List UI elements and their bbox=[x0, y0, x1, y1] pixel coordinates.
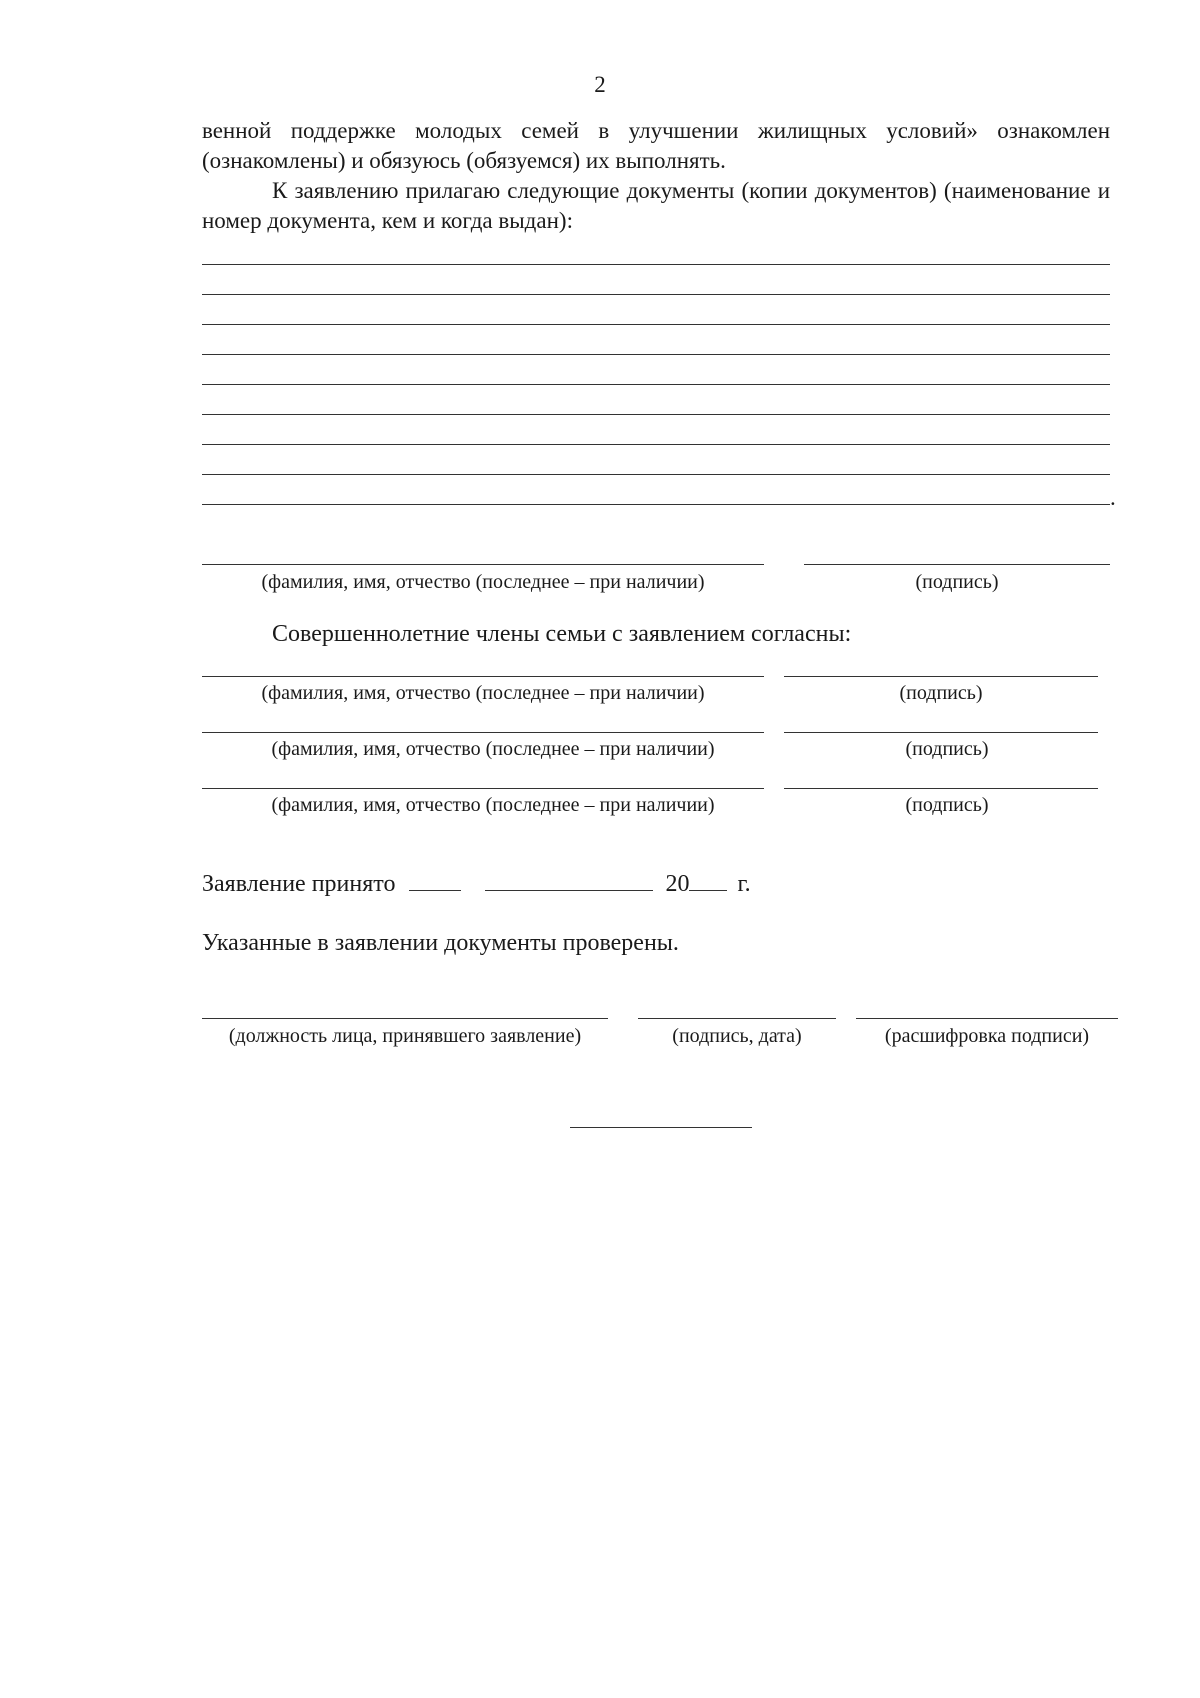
family-member-name-caption: (фамилия, имя, отчество (последнее – при наличии) bbox=[271, 738, 715, 760]
family-member-name-line[interactable] bbox=[202, 676, 764, 677]
document-line-2[interactable] bbox=[202, 294, 1110, 295]
document-line-6[interactable] bbox=[202, 414, 1110, 415]
accepted-day-blank[interactable] bbox=[409, 870, 461, 891]
family-member-name-caption: (фамилия, имя, отчество (последнее – при наличии) bbox=[261, 682, 705, 704]
page-number: 2 bbox=[594, 72, 606, 97]
official-position-line[interactable] bbox=[202, 1018, 608, 1019]
document-line-9[interactable] bbox=[202, 504, 1110, 505]
family-member-signature-line[interactable] bbox=[784, 788, 1098, 789]
family-member-signature-caption: (подпись) bbox=[899, 682, 983, 704]
family-member-signature-line[interactable] bbox=[784, 676, 1098, 677]
family-heading: Совершеннолетние члены семьи с заявлением согласны: bbox=[272, 621, 852, 647]
document-line-4[interactable] bbox=[202, 354, 1110, 355]
list-end-dot: . bbox=[1110, 485, 1116, 510]
official-sign-date-line[interactable] bbox=[638, 1018, 836, 1019]
document-line-3[interactable] bbox=[202, 324, 1110, 325]
document-line-7[interactable] bbox=[202, 444, 1110, 445]
official-decode-caption: (расшифровка подписи) bbox=[884, 1025, 1090, 1047]
document-line-8[interactable] bbox=[202, 474, 1110, 475]
accepted-year-blank[interactable] bbox=[689, 870, 727, 891]
family-member-signature-caption: (подпись) bbox=[905, 738, 989, 760]
official-decode-line[interactable] bbox=[856, 1018, 1118, 1019]
accepted-line bbox=[202, 870, 751, 898]
accepted-year-prefix: 20 bbox=[665, 871, 690, 897]
end-separator-line bbox=[570, 1127, 752, 1128]
applicant-name-line[interactable] bbox=[202, 564, 764, 565]
family-member-signature-caption: (подпись) bbox=[905, 794, 989, 816]
family-member-name-line[interactable] bbox=[202, 788, 764, 789]
document-line-5[interactable] bbox=[202, 384, 1110, 385]
official-sign-date-caption: (подпись, дата) bbox=[672, 1025, 802, 1047]
intro-paragraph: венной поддержке молодых семей в улучшении жилищных условий» ознакомлен (ознакомлены) и обязуюсь (обязуемся) их выполнять. bbox=[202, 118, 1110, 173]
applicant-signature-line[interactable] bbox=[804, 564, 1110, 565]
document-line-1[interactable] bbox=[202, 264, 1110, 265]
family-member-name-caption: (фамилия, имя, отчество (последнее – при наличии) bbox=[271, 794, 715, 816]
verified-text: Указанные в заявлении документы проверены. bbox=[202, 930, 679, 956]
accepted-year-suffix: г. bbox=[737, 871, 751, 897]
attachments-paragraph: К заявлению прилагаю следующие документы (копии документов) (наименование и номер документа, кем и когда выдан): bbox=[202, 178, 1110, 233]
applicant-name-caption: (фамилия, имя, отчество (последнее – при наличии) bbox=[261, 571, 705, 593]
family-member-name-line[interactable] bbox=[202, 732, 764, 733]
accepted-label: Заявление принято bbox=[202, 871, 396, 897]
family-member-signature-line[interactable] bbox=[784, 732, 1098, 733]
official-position-caption: (должность лица, принявшего заявление) bbox=[228, 1025, 582, 1047]
applicant-signature-caption: (подпись) bbox=[915, 571, 999, 593]
accepted-month-blank[interactable] bbox=[485, 870, 653, 891]
